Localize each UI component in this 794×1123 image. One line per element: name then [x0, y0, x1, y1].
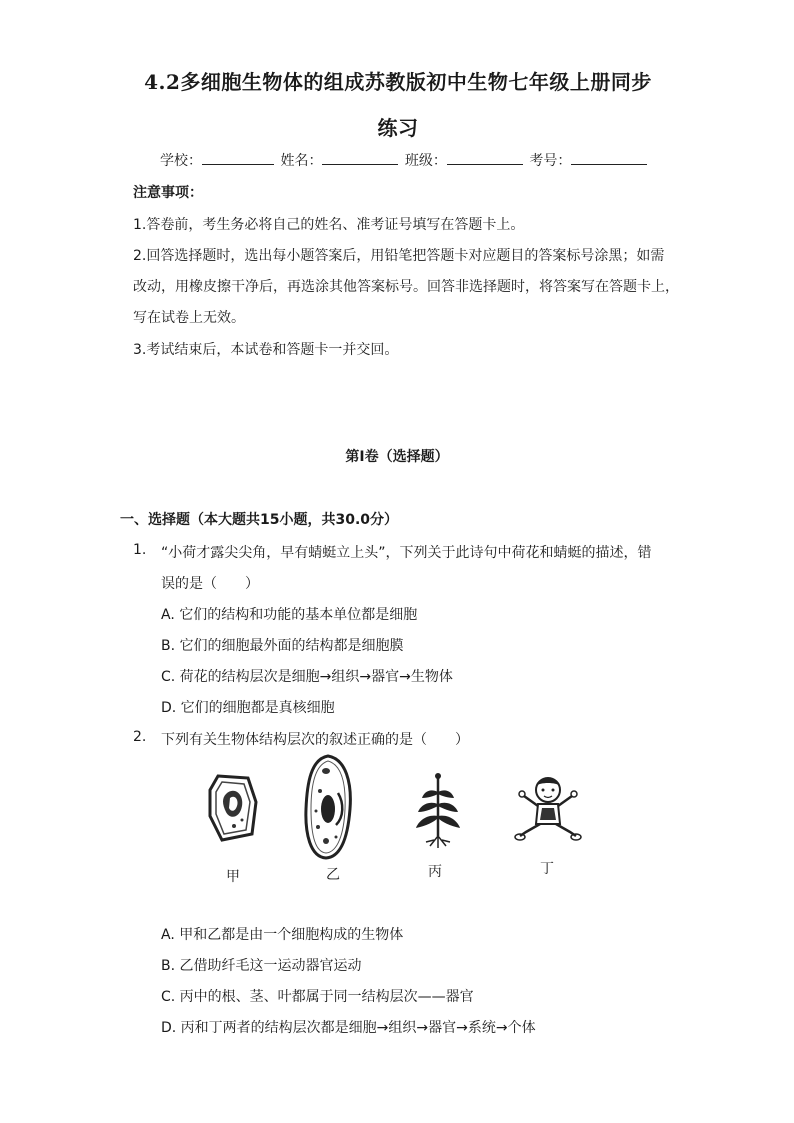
question-1-option-c[interactable]: C. 荷花的结构层次是细胞→组织→器官→生物体	[161, 669, 453, 685]
question-2-number: 2.	[133, 729, 147, 745]
school-field[interactable]	[202, 152, 274, 165]
figure-label-bing: 丙	[428, 864, 442, 880]
note-2-line-3: 写在试卷上无效。	[133, 310, 245, 326]
class-field[interactable]	[447, 152, 523, 165]
question-2-option-d[interactable]: D. 丙和丁两者的结构层次都是细胞→组织→器官→系统→个体	[161, 1020, 536, 1036]
number-field[interactable]	[571, 152, 647, 165]
question-1-option-d[interactable]: D. 它们的细胞都是真核细胞	[161, 700, 335, 716]
student-info-row	[160, 150, 649, 170]
question-1-stem-continued: 误的是（ ）	[161, 576, 259, 592]
section-title: 第I卷（选择题）	[345, 449, 449, 465]
figure-label-yi: 乙	[326, 867, 340, 883]
child-illustration	[512, 774, 584, 844]
part-heading: 一、选择题（本大题共15小题，共30.0分）	[120, 512, 399, 528]
note-2-line-1: 2.回答选择题时，选出每小题答案后，用铅笔把答题卡对应题目的答案标号涂黑；如需	[133, 248, 665, 264]
question-1-option-b[interactable]: B. 它们的细胞最外面的结构都是细胞膜	[161, 638, 404, 654]
question-1-option-a[interactable]: A. 它们的结构和功能的基本单位都是细胞	[161, 607, 418, 623]
note-2-line-2: 改动，用橡皮擦干净后，再选涂其他答案标号。回答非选择题时，将答案写在答题卡上，	[133, 279, 679, 295]
note-3: 3.考试结束后，本试卷和答题卡一并交回。	[133, 342, 399, 358]
notes-heading: 注意事项：	[133, 185, 203, 201]
figure-label-jia: 甲	[226, 869, 240, 885]
figure-label-ding: 丁	[540, 861, 554, 877]
note-1: 1.答卷前，考生务必将自己的姓名、准考证号填写在答题卡上。	[133, 217, 525, 233]
question-2-option-c[interactable]: C. 丙中的根、茎、叶都属于同一结构层次——器官	[161, 989, 474, 1005]
class-label: 班级：	[404, 153, 447, 169]
plant-cell-illustration	[204, 772, 260, 844]
name-field[interactable]	[322, 152, 398, 165]
page-title: 4.2多细胞生物体的组成苏教版初中生物七年级上册同步	[144, 70, 652, 94]
question-1-number: 1.	[133, 542, 147, 558]
question-1-stem: “小荷才露尖尖角，早有蜻蜓立上头”，下列关于此诗句中荷花和蜻蜓的描述，错	[161, 545, 652, 561]
paramecium-illustration	[302, 753, 354, 861]
question-2-option-a[interactable]: A. 甲和乙都是由一个细胞构成的生物体	[161, 927, 404, 943]
plant-illustration	[410, 770, 466, 850]
question-2-option-b[interactable]: B. 乙借助纤毛这一运动器官运动	[161, 958, 362, 974]
page-title-continued: 练习	[377, 116, 419, 140]
question-2-stem: 下列有关生物体结构层次的叙述正确的是（ ）	[161, 732, 469, 748]
number-label: 考号：	[529, 153, 572, 169]
name-label: 姓名：	[280, 153, 323, 169]
school-label: 学校：	[160, 153, 202, 169]
